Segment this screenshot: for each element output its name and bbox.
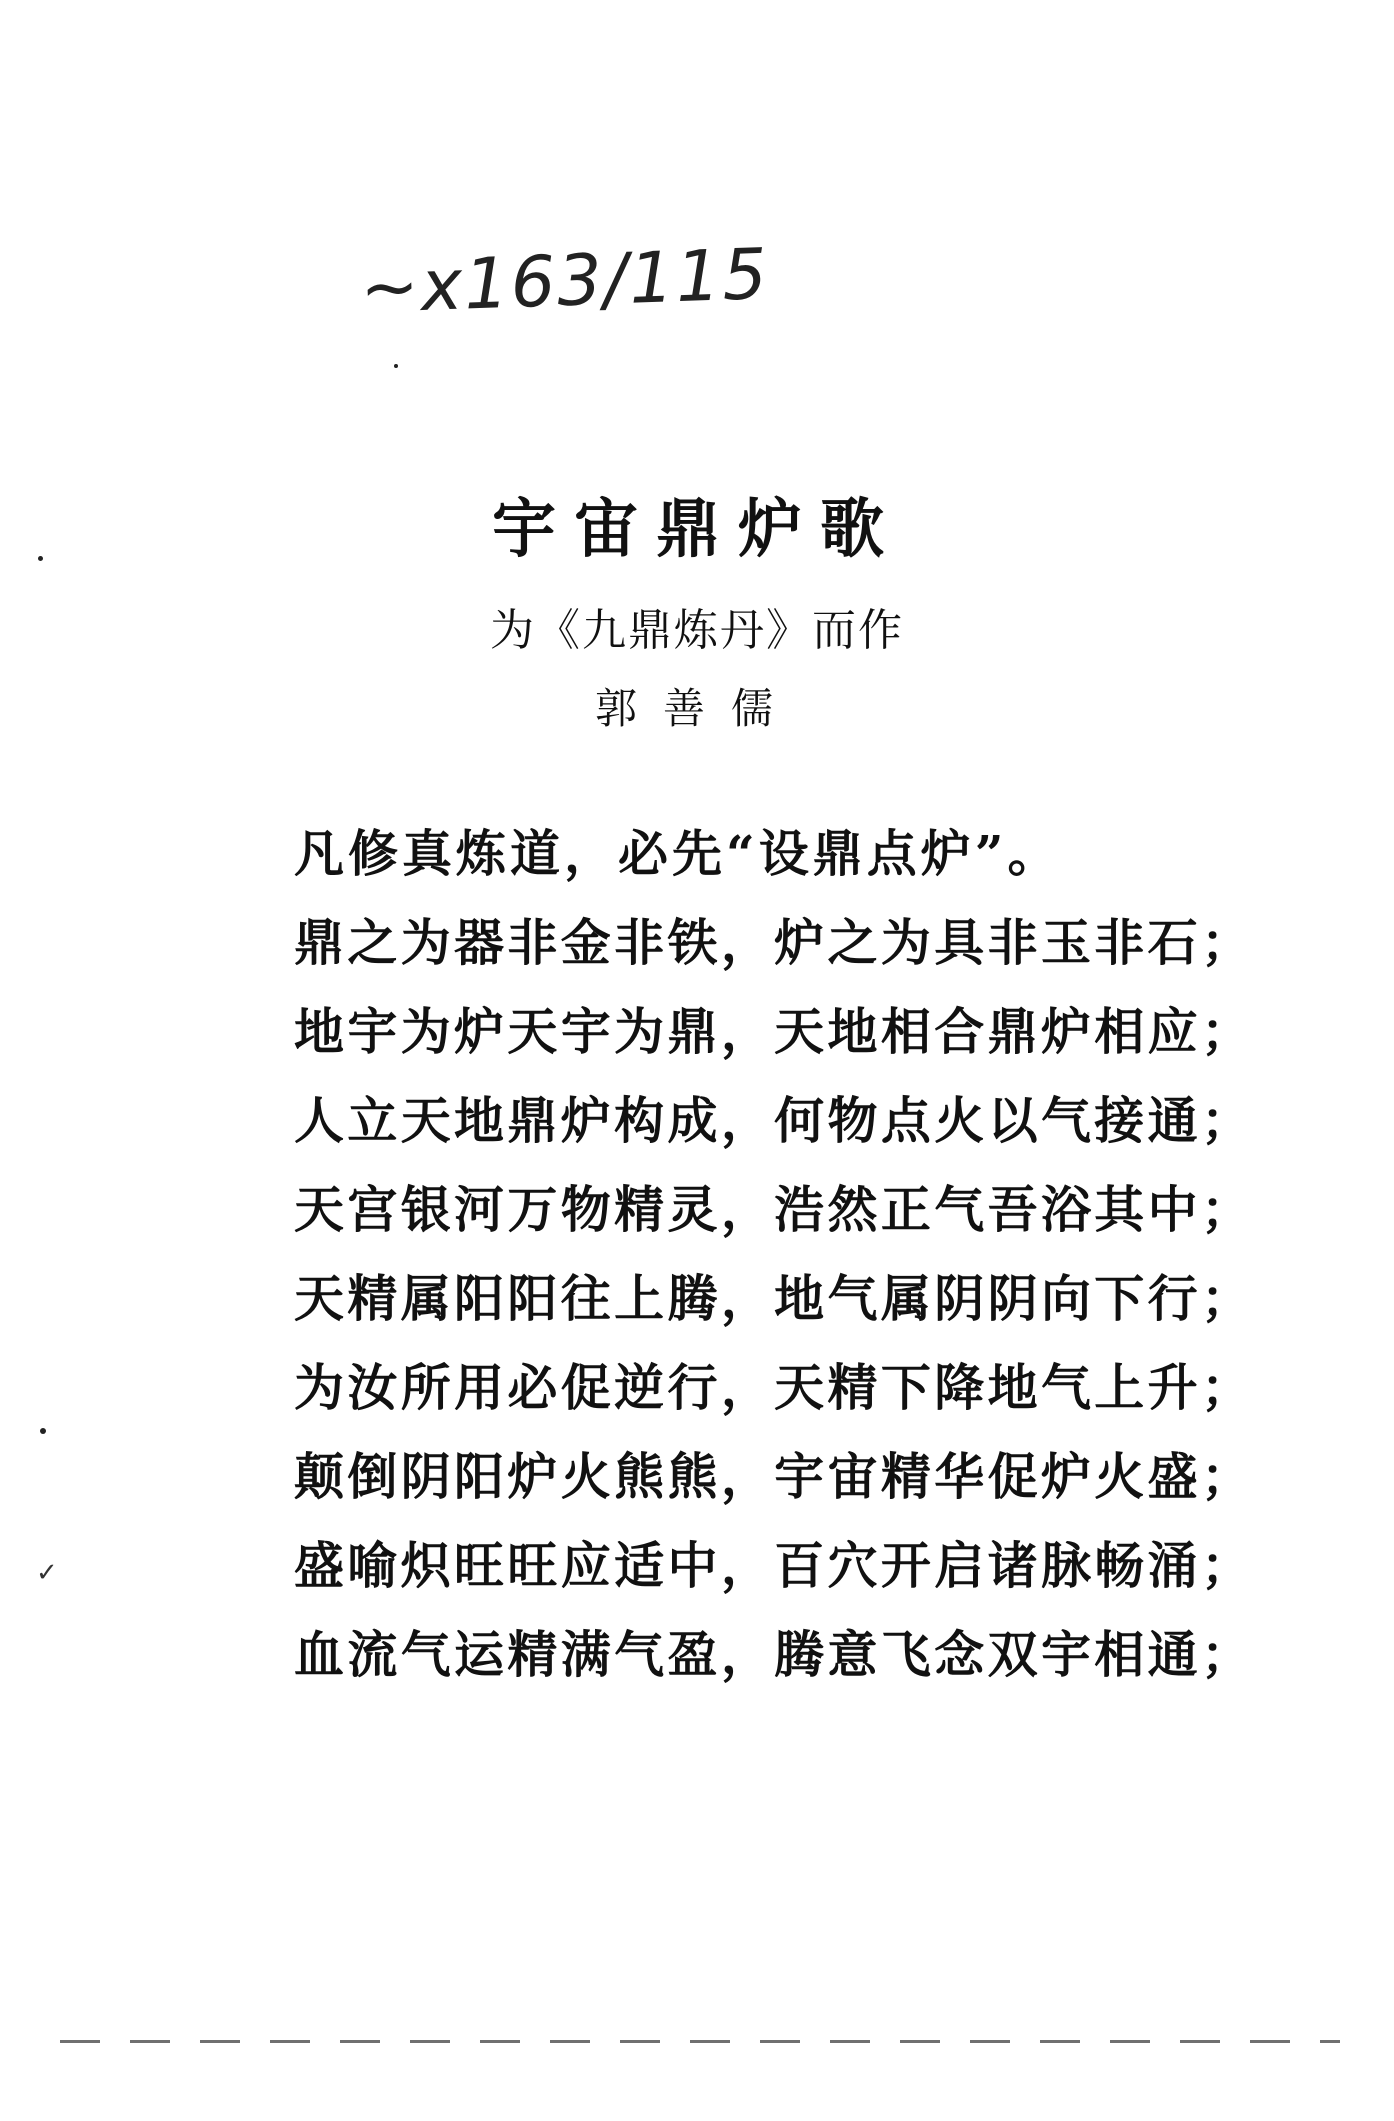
verse-line: 人立天地鼎炉构成，何物点火以气接通； xyxy=(294,1091,1254,1150)
scan-speck xyxy=(38,556,43,561)
handwritten-catalog-mark: ~x163/115 xyxy=(358,232,771,330)
verse-line: 颠倒阴阳炉火熊熊，宇宙精华促炉火盛； xyxy=(294,1447,1254,1506)
verse-list xyxy=(294,898,1254,1699)
poem-title: 宇宙鼎炉歌 xyxy=(492,492,902,567)
scan-speck xyxy=(394,364,398,368)
scan-speck xyxy=(40,1428,46,1434)
verse-line: 鼎之为器非金非铁，炉之为具非玉非石； xyxy=(294,913,1254,972)
intro-line: 凡修真炼道，必先“设鼎点炉”。 xyxy=(294,824,1062,883)
verse-line: 血流气运精满气盈，腾意飞念双宇相通； xyxy=(294,1625,1254,1684)
poem-author: 郭善儒 xyxy=(594,684,799,733)
verse-line: 盛喻炽旺旺应适中，百穴开启诸脉畅涌； xyxy=(294,1536,1254,1595)
poem-subtitle: 为《九鼎炼丹》而作 xyxy=(490,605,904,656)
verse-line: 为汝所用必促逆行，天精下降地气上升； xyxy=(294,1358,1254,1417)
verse-line: 天精属阳阳往上腾，地气属阴阴向下行； xyxy=(294,1269,1254,1328)
verse-line: 天宫银河万物精灵，浩然正气吾浴其中； xyxy=(294,1180,1254,1239)
scan-footer-rule xyxy=(60,2040,1340,2043)
tick-mark: ✓ xyxy=(36,1558,58,1588)
verse-line: 地宇为炉天宇为鼎，天地相合鼎炉相应； xyxy=(294,1002,1254,1061)
